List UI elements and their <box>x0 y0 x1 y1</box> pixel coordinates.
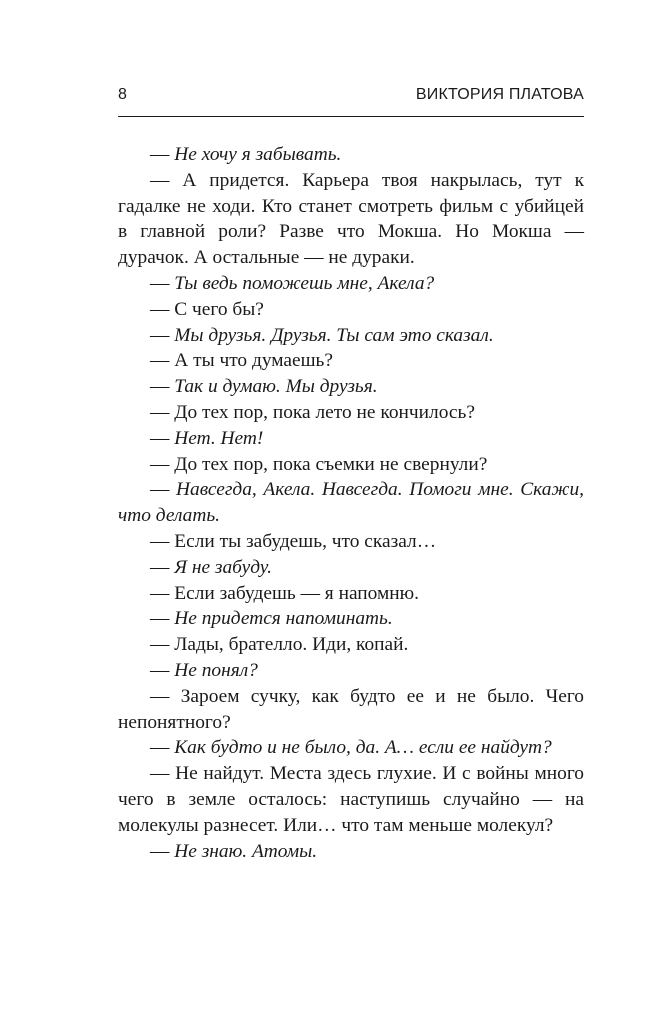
dialogue-text: А ты что думаешь? <box>174 350 334 372</box>
dialogue-dash: — <box>150 272 175 294</box>
dialogue-dash: — <box>150 169 183 191</box>
dialogue-text: Если ты забудешь, что сказал… <box>174 530 437 552</box>
dialogue-dash: — <box>150 479 177 501</box>
dialogue-dash: — <box>150 685 181 707</box>
dialogue-dash: — <box>150 659 175 681</box>
dialogue-dash: — <box>150 453 175 475</box>
dialogue-line <box>118 606 584 632</box>
dialogue-text: Мы друзья. Друзья. Ты сам это сказал. <box>174 324 494 346</box>
dialogue-dash: — <box>150 582 175 604</box>
page-number: 8 <box>118 86 128 103</box>
dialogue-dash: — <box>150 530 175 552</box>
dialogue-line <box>118 374 584 400</box>
dialogue-line <box>118 426 584 452</box>
dialogue-text: Навсегда, Акела. Навсегда. Помоги мне. Скажи, что делать. <box>118 479 584 527</box>
dialogue-text: Не придется напоминать. <box>174 608 393 630</box>
dialogue-dash: — <box>150 634 175 656</box>
dialogue-line <box>118 555 584 581</box>
dialogue-line <box>118 348 584 374</box>
dialogue-dash: — <box>150 376 175 398</box>
dialogue-line <box>118 323 584 349</box>
dialogue-text: До тех пор, пока лето не кончилось? <box>174 401 475 423</box>
dialogue-line <box>118 839 584 865</box>
dialogue-dash: — <box>150 840 175 862</box>
dialogue-dash: — <box>150 608 175 630</box>
dialogue-text: С чего бы? <box>174 298 264 320</box>
header-rule <box>118 116 584 117</box>
dialogue-dash: — <box>150 298 175 320</box>
dialogue-line <box>118 400 584 426</box>
dialogue-text: Если забудешь — я напомню. <box>174 582 419 604</box>
dialogue-line <box>118 658 584 684</box>
body-text <box>118 142 584 864</box>
dialogue-dash: — <box>150 401 175 423</box>
dialogue-text: Ты ведь поможешь мне, Акела? <box>174 272 435 294</box>
dialogue-text: Не хочу я забывать. <box>174 144 342 165</box>
dialogue-line <box>118 632 584 658</box>
dialogue-line <box>118 452 584 478</box>
dialogue-text: Как будто и не было, да. А… если ее найдут? <box>174 737 552 759</box>
dialogue-line <box>118 761 584 838</box>
dialogue-dash: — <box>150 350 175 372</box>
dialogue-text: Зароем сучку, как будто ее и не было. Чего непонятного? <box>118 685 584 733</box>
dialogue-text: Не знаю. Атомы. <box>174 840 318 862</box>
dialogue-line <box>118 477 584 529</box>
dialogue-dash: — <box>150 763 176 785</box>
dialogue-dash: — <box>150 556 175 578</box>
dialogue-text: Не найдут. Места здесь глухие. И с войны много чего в земле осталось: наступишь случайно — на молекулы разнесет. Или… что там меньше молекул? <box>118 763 584 836</box>
dialogue-line <box>118 581 584 607</box>
dialogue-text: Не понял? <box>174 659 258 681</box>
dialogue-text: Так и думаю. Мы друзья. <box>174 376 378 398</box>
dialogue-dash: — <box>150 427 175 449</box>
dialogue-text: Нет. Нет! <box>174 427 264 449</box>
dialogue-line <box>118 684 584 736</box>
dialogue-dash: — <box>150 324 175 346</box>
dialogue-line <box>118 529 584 555</box>
dialogue-text: До тех пор, пока съемки не свернули? <box>174 453 488 475</box>
author-name: ВИКТОРИЯ ПЛАТОВА <box>415 86 584 103</box>
dialogue-line <box>118 142 584 168</box>
dialogue-text: Лады, брателло. Иди, копай. <box>174 634 409 656</box>
dialogue-line <box>118 735 584 761</box>
dialogue-dash: — <box>150 144 175 165</box>
dialogue-line <box>118 168 584 271</box>
running-head <box>118 86 584 108</box>
dialogue-text: Я не забуду. <box>174 556 273 578</box>
dialogue-text: А придется. Карьера твоя накрылась, тут к гадалке не ходи. Кто станет смотреть фильм с убийцей в главной роли? Разве что Мокша. Но Мокша — дурачок. А остальные — не дураки. <box>118 169 584 269</box>
dialogue-line <box>118 271 584 297</box>
dialogue-line <box>118 297 584 323</box>
dialogue-dash: — <box>150 737 175 759</box>
